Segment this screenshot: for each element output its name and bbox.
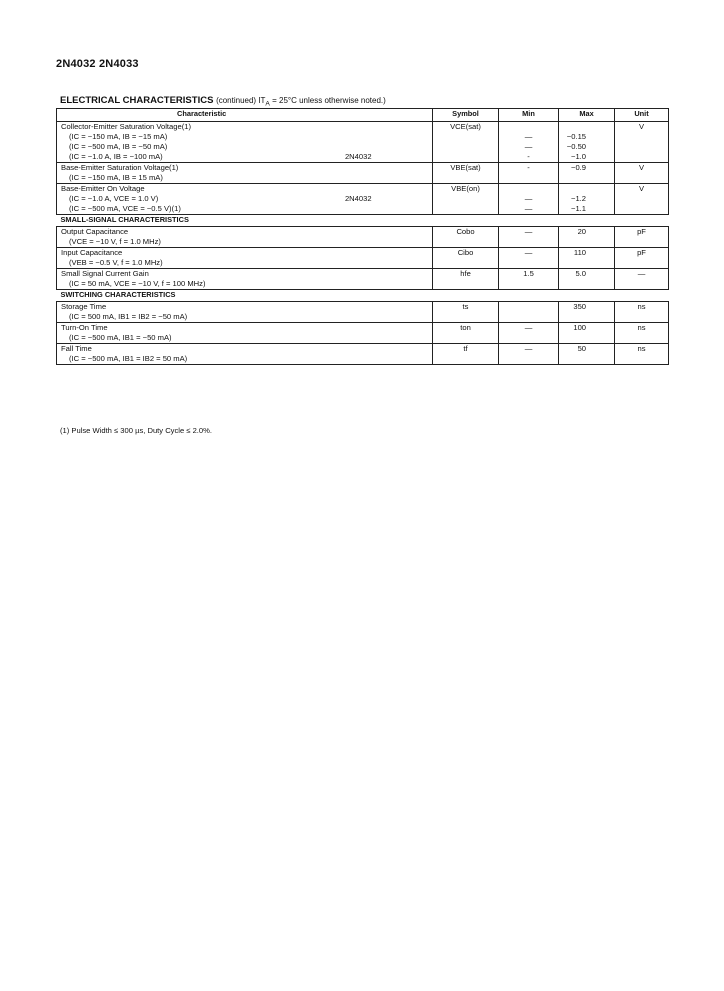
row-max: −1.2: [571, 194, 587, 203]
footnote: (1) Pulse Width ≤ 300 µs, Duty Cycle ≤ 2.0%.: [60, 426, 212, 435]
col-unit: Unit: [615, 109, 669, 122]
row-max: 50: [559, 344, 615, 365]
row-unit: V: [615, 122, 669, 163]
row-symbol: VBE(sat): [433, 163, 499, 184]
row-condition: (VEB = −0.5 V, f = 1.0 MHz): [69, 258, 163, 267]
table-row: [57, 122, 669, 163]
row-max: 20: [559, 227, 615, 248]
row-max: −1.0: [571, 152, 587, 161]
table-title-note: (continued) $IT_A = 25^\circ C$ unless otherwise noted.): [216, 96, 386, 108]
row-condition: (IC = 50 mA, VCE = −10 V, f = 100 MHz): [69, 279, 206, 288]
table-row: [57, 227, 669, 248]
row-min: -: [527, 152, 530, 161]
row-min: [499, 302, 559, 323]
row-min: 1.5: [499, 269, 559, 290]
row-unit: pF: [615, 227, 669, 248]
switching-heading: SWITCHING CHARACTERISTICS: [57, 290, 669, 302]
section-heading-row: [57, 215, 669, 227]
row-min: —: [499, 323, 559, 344]
table-row: [57, 269, 669, 290]
row-name: Output Capacitance: [61, 227, 129, 236]
row-symbol: ts: [433, 302, 499, 323]
row-min: —: [499, 227, 559, 248]
row-max: −0.9: [559, 163, 615, 184]
row-name: Base-Emitter Saturation Voltage(1): [61, 163, 179, 172]
row-name: Fall Time: [61, 344, 92, 353]
table-row: [57, 248, 669, 269]
row-condition: (VCE = −10 V, f = 1.0 MHz): [69, 237, 161, 246]
row-max: −0.15: [566, 132, 587, 141]
row-unit: V: [615, 184, 669, 215]
row-name: Collector-Emitter Saturation Voltage(1): [61, 122, 191, 131]
row-condition: (IC = −150 mA, IB = 15 mA): [69, 173, 163, 182]
row-min: —: [524, 142, 533, 151]
row-min: —: [499, 248, 559, 269]
row-name: Turn-On Time: [61, 323, 108, 332]
row-symbol: VCE(sat): [433, 122, 499, 163]
row-unit: ns: [615, 302, 669, 323]
row-min: —: [524, 132, 533, 141]
table-row: [57, 323, 669, 344]
row-name: Small Signal Current Gain: [61, 269, 149, 278]
row-name: Storage Time: [61, 302, 107, 311]
row-unit: —: [615, 269, 669, 290]
row-max: 5.0: [559, 269, 615, 290]
table-row: [57, 163, 669, 184]
table-row: [57, 344, 669, 365]
col-min: Min: [499, 109, 559, 122]
part-number-header: 2N4032 2N4033: [56, 58, 139, 70]
electrical-characteristics-table: [56, 108, 669, 365]
row-min: -: [499, 163, 559, 184]
row-max: −1.1: [571, 204, 587, 213]
table-header-row: [57, 109, 669, 122]
row-symbol: Cibo: [433, 248, 499, 269]
col-symbol: Symbol: [433, 109, 499, 122]
row-name: Base-Emitter On Voltage: [61, 184, 145, 193]
row-condition: (IC = 500 mA, IB1 = IB2 = −50 mA): [69, 312, 188, 321]
row-condition: (IC = −500 mA, VCE = −0.5 V)(1): [69, 204, 181, 213]
row-max: 100: [559, 323, 615, 344]
row-max: 110: [559, 248, 615, 269]
row-device: 2N4032: [344, 152, 372, 161]
table-row: [57, 184, 669, 215]
row-symbol: VBE(on): [433, 184, 499, 215]
row-device: 2N4032: [344, 194, 372, 203]
row-unit: V: [615, 163, 669, 184]
row-unit: pF: [615, 248, 669, 269]
row-min: —: [524, 204, 533, 213]
row-unit: ns: [615, 323, 669, 344]
row-unit: ns: [615, 344, 669, 365]
row-symbol: hfe: [433, 269, 499, 290]
row-condition: (IC = −150 mA, IB = −15 mA): [69, 132, 168, 141]
table-row: [57, 302, 669, 323]
row-symbol: tf: [433, 344, 499, 365]
row-name: Input Capacitance: [61, 248, 123, 257]
section-heading-row: [57, 290, 669, 302]
row-condition: (IC = −500 mA, IB1 = −50 mA): [69, 333, 172, 342]
row-min: —: [499, 344, 559, 365]
row-condition: (IC = −1.0 A, VCE = 1.0 V): [69, 194, 159, 203]
table-title-main: ELECTRICAL CHARACTERISTICS: [60, 95, 214, 106]
row-condition: (IC = −500 mA, IB1 = IB2 = 50 mA): [69, 354, 188, 363]
row-symbol: Cobo: [433, 227, 499, 248]
row-min: —: [524, 194, 533, 203]
col-characteristic: Characteristic: [57, 109, 433, 122]
col-max: Max: [559, 109, 615, 122]
row-max: 350: [559, 302, 615, 323]
row-condition: (IC = −500 mA, IB = −50 mA): [69, 142, 168, 151]
row-condition: (IC = −1.0 A, IB = −100 mA): [69, 152, 163, 161]
table-title: [60, 95, 386, 108]
row-max: −0.50: [566, 142, 587, 151]
small-signal-heading: SMALL-SIGNAL CHARACTERISTICS: [57, 215, 669, 227]
row-symbol: ton: [433, 323, 499, 344]
